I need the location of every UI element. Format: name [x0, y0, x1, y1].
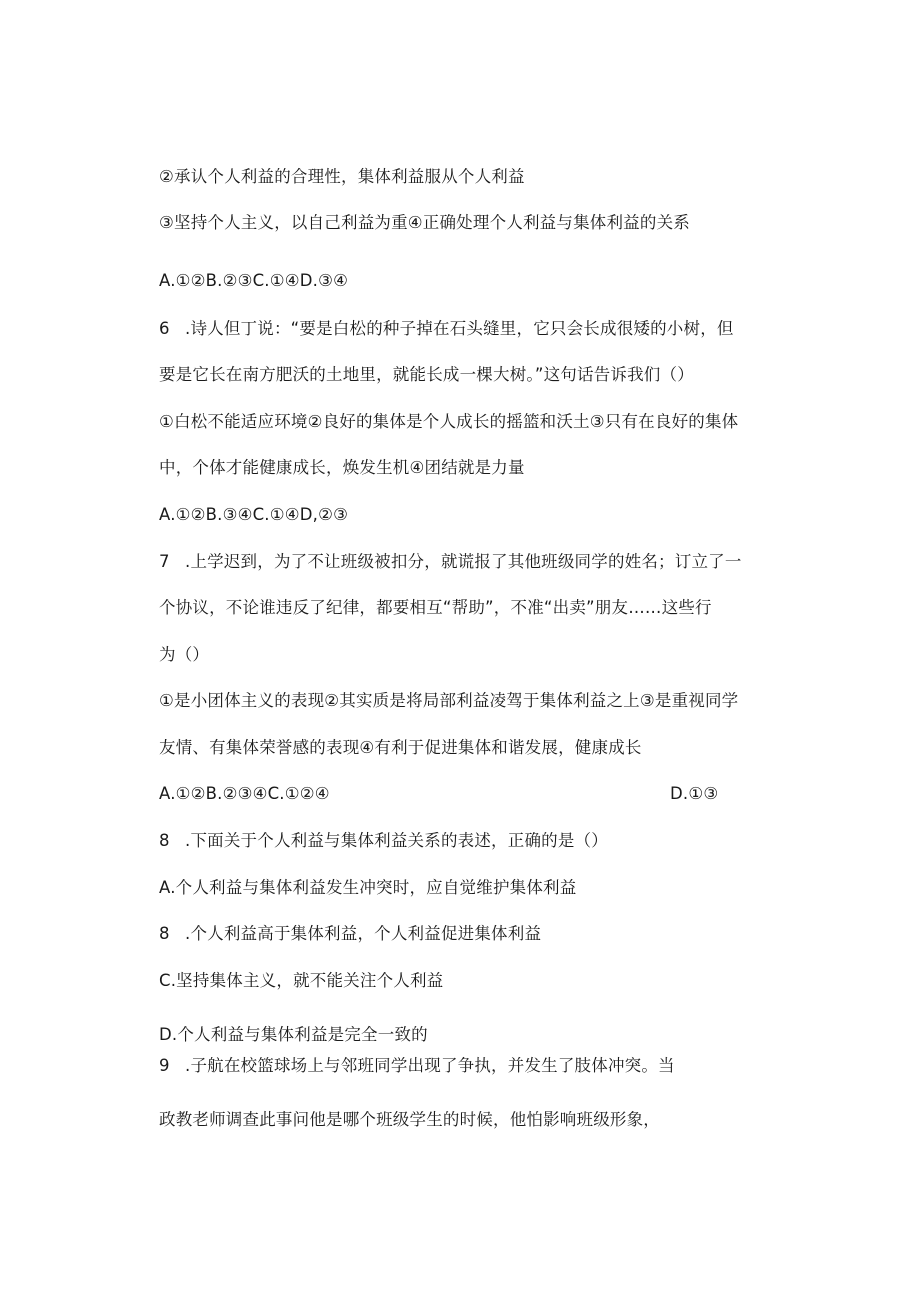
question-text: .下面关于个人利益与集体利益关系的表述，正确的是（）	[185, 831, 608, 850]
question-8	[159, 830, 608, 852]
question-7-cont2: 为（）	[159, 645, 210, 664]
option-statement-2: ②承认个人利益的合理性，集体利益服从个人利益	[159, 167, 525, 186]
question-text: .上学迟到，为了不让班级被扣分，就谎报了其他班级同学的姓名；订立了一	[185, 552, 742, 571]
question-7	[159, 551, 742, 573]
option-d-q8: D.个人利益与集体利益是完全一致的	[159, 1025, 428, 1044]
answer-choices-q7: A.①②B.②③④C.①②④	[159, 784, 330, 803]
option-statements-q6-cont: 中，个体才能健康成长，焕发生机④团结就是力量	[159, 458, 525, 477]
question-6	[159, 318, 734, 340]
question-9	[159, 1055, 675, 1077]
question-number: 6	[159, 319, 170, 338]
question-number: 9	[159, 1056, 170, 1075]
option-a-q8: A.个人利益与集体利益发生冲突时，应自觉维护集体利益	[159, 878, 577, 897]
option-c-q8: C.坚持集体主义，就不能关注个人利益	[159, 971, 444, 990]
question-text: .诗人但丁说：“要是白松的种子掉在石头缝里，它只会长成很矮的小树，但	[185, 319, 734, 338]
question-text: .子航在校篮球场上与邻班同学出现了争执，并发生了肢体冲突。当	[185, 1056, 675, 1075]
question-6-cont: 要是它长在南方肥沃的土地里，就能长成一棵大树。”这句话告诉我们（）	[159, 365, 694, 384]
option-statements-q7-cont: 友情、有集体荣誉感的表现④有利于促进集体和谐发展，健康成长	[159, 738, 642, 757]
question-number: 8	[159, 831, 170, 850]
option-statements-q7: ①是小团体主义的表现②其实质是将局部利益凌驾于集体利益之上③是重视同学	[159, 691, 739, 710]
question-9-cont: 政教老师调查此事问他是哪个班级学生的时候，他怕影响班级形象，	[159, 1110, 660, 1129]
option-number: 8	[159, 924, 170, 943]
answer-choice-d-q7: D.①③	[670, 784, 719, 803]
option-statements-q6: ①白松不能适应环境②良好的集体是个人成长的摇篮和沃土③只有在良好的集体	[159, 412, 739, 431]
option-text: .个人利益高于集体利益，个人利益促进集体利益	[185, 924, 542, 943]
answer-choices-q5: A.①②B.②③C.①④D.③④	[159, 271, 349, 290]
option-b-q8	[159, 923, 541, 945]
question-7-cont: 个协议，不论谁违反了纪律，都要相互“帮助”，不准“出卖”朋友……这些行	[159, 598, 712, 617]
answer-choices-q6: A.①②B.③④C.①④D,②③	[159, 505, 349, 524]
option-statement-3-4: ③坚持个人主义，以自己利益为重④正确处理个人利益与集体利益的关系	[159, 213, 690, 232]
question-number: 7	[159, 552, 170, 571]
